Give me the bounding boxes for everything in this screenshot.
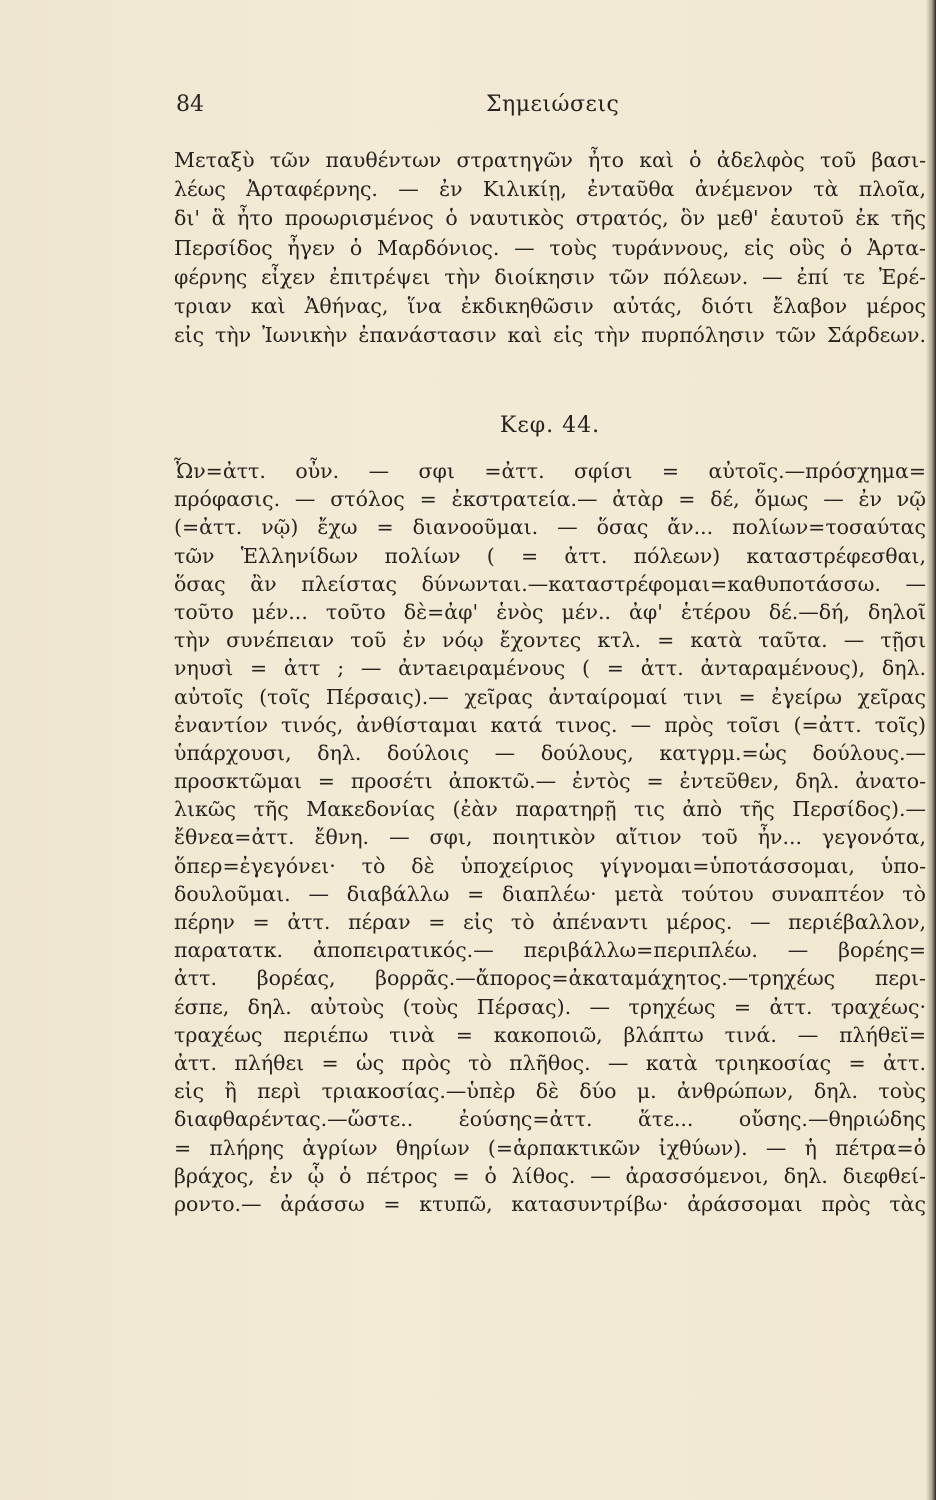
page-number: 84 bbox=[176, 92, 204, 117]
text-line: έσπε, δηλ. αὐτοὺς (τοὺς Πέρσας). — τρηχέως = ἀττ. τραχέως· bbox=[174, 994, 926, 1019]
text-line: ροντο.— ἀράσσω = κτυπῶ, κατασυντρίβω· ἀράσσομαι πρὸς τὰς bbox=[174, 1191, 926, 1216]
text-line: ὑπάρχουσι, δηλ. δούλοις — δούλους, κατγρμ.=ὡς δούλους.— bbox=[174, 740, 926, 765]
text-line: τὴν συνέπειαν τοῦ ἐν νόῳ ἔχοντες κτλ. = κατὰ ταῦτα. — τῇσι bbox=[174, 628, 926, 653]
notes-intro-paragraph bbox=[174, 146, 926, 350]
chapter-heading: Κεφ. 44. bbox=[499, 413, 601, 438]
text-line: λέως Ἀρταφέρνης. — ἐν Κιλικίῃ, ἐνταῦθα ἀνέμενον τὰ πλοῖα, bbox=[174, 177, 926, 202]
text-line: ἀττ. βορέας, βορρᾶς.—ἄπορος=ἀκαταμάχητος.—τρηχέως περι- bbox=[174, 966, 926, 991]
text-line: δουλοῦμαι. — διαβάλλω = διαπλέω· μετὰ τούτου συναπτέον τὸ bbox=[174, 881, 926, 906]
running-head bbox=[176, 92, 928, 124]
text-line: δι' ἃ ἦτο προωρισμένος ὁ ναυτικὸς στρατός, ὃν μεθ' ἑαυτοῦ ἐκ τῆς bbox=[174, 206, 926, 231]
text-line: ἀττ. πλήθει = ὡς πρὸς τὸ πλῆθος. — κατὰ τριηκοσίας = ἀττ. bbox=[174, 1050, 926, 1075]
text-line: εἰς ἢ περὶ τριακοσίας.—ὑπὲρ δὲ δύο μ. ἀνθρώπων, δηλ. τοὺς bbox=[174, 1079, 926, 1104]
text-line: πέρην = ἀττ. πέραν = εἰς τὸ ἀπέναντι μέρος. — περιέβαλλον, bbox=[174, 910, 926, 934]
text-line: πρόφασις. — στόλος = ἐκστρατεία.— ἀτὰρ = δέ, ὅμως — ἐν νῷ bbox=[174, 487, 926, 512]
running-title: Σημειώσεις bbox=[486, 92, 620, 117]
text-line: Ὦν=ἀττ. οὖν. — σφι =ἀττ. σφίσι = αὐτοῖς.—πρόσχημα= bbox=[174, 459, 926, 483]
text-line: ὅσας ἂν πλείστας δύνωνται.—καταστρέφομαι=καθυποτάσσω. — bbox=[174, 571, 926, 596]
text-line: αὐτοῖς (τοῖς Πέρσαις).— χεῖρας ἀνταίρομαί τινι = ἐγείρω χεῖρας bbox=[174, 684, 926, 709]
text-line: προσκτῶμαι = προσέτι ἀποκτῶ.— ἐντὸς = ἐντεῦθεν, δηλ. ἀνατο- bbox=[174, 769, 926, 794]
text-line: διαφθαρέντας.—ὥστε.. ἐούσης=ἀττ. ἅτε... οὔσης.—θηριώδης bbox=[174, 1107, 926, 1132]
text-line: εἰς τὴν Ἰωνικὴν ἐπανάστασιν καὶ εἰς τὴν πυρπόλησιν τῶν Σάρδεων. bbox=[174, 323, 926, 348]
text-line: ἔθνεα=ἀττ. ἔθνη. — σφι, ποιητικὸν αἴτιον τοῦ ἦν... γεγονότα, bbox=[174, 825, 926, 850]
text-line: νηυσὶ = ἀττ ; — ἀντaειραμένους ( = ἀττ. ἀνταραμένους), δηλ. bbox=[174, 656, 926, 681]
text-line: τραχέως περιέπω τινὰ = κακοποιῶ, βλάπτω τινά. — πλήθεϊ= bbox=[174, 1022, 926, 1047]
text-line: = πλήρης ἀγρίων θηρίων (=ἁρπακτικῶν ἰχθύων). — ἡ πέτρα=ὁ bbox=[174, 1135, 926, 1160]
page-edge-shadow bbox=[926, 0, 936, 1500]
text-line: Μεταξὺ τῶν παυθέντων στρατηγῶν ἦτο καὶ ὁ ἀδελφὸς τοῦ βασι- bbox=[174, 148, 926, 172]
text-line: τριαν καὶ Ἀθήνας, ἵνα ἐκδικηθῶσιν αὐτάς, διότι ἔλαβον μέρος bbox=[174, 293, 926, 318]
text-line: Περσίδος ἦγεν ὁ Μαρδόνιος. — τοὺς τυράννους, εἰς οὓς ὁ Ἀρτα- bbox=[174, 235, 926, 260]
text-line: βράχος, ἐν ᾧ ὁ πέτρος = ὁ λίθος. — ἀρασσόμενοι, δηλ. διεφθεί- bbox=[174, 1163, 926, 1188]
text-line: ὅπερ=ἐγεγόνει· τὸ δὲ ὑποχείριος γίγνομαι=ὑποτάσσομαι, ὑπο- bbox=[174, 853, 926, 878]
text-line: τοῦτο μέν... τοῦτο δὲ=ἀφ' ἑνὸς μέν.. ἀφ' ἑτέρου δέ.—δή, δηλοῖ bbox=[174, 599, 926, 624]
text-line: παρατατκ. ἀποπειρατικός.— περιβάλλω=περιπλέω. — βορέης= bbox=[174, 938, 926, 963]
text-line: (=ἀττ. νῷ) ἔχω = διανοοῦμαι. — ὅσας ἄν... πολίων=τοσαύτας bbox=[174, 515, 926, 540]
text-line: τῶν Ἑλληνίδων πολίων ( = ἀττ. πόλεων) καταστρέφεσθαι, bbox=[174, 543, 926, 568]
text-line: ἐναντίον τινός, ἀνθίσταμαι κατά τινος. — πρὸς τοῖσι (=ἀττ. τοῖς) bbox=[174, 712, 926, 737]
chapter-notes-paragraph bbox=[174, 457, 926, 1218]
text-line: λικῶς τῆς Μακεδονίας (ἐὰν παρατηρῇ τις ἀπὸ τῆς Περσίδος).— bbox=[174, 797, 926, 822]
text-line: φέρνης εἶχεν ἐπιτρέψει τὴν διοίκησιν τῶν πόλεων. — ἐπί τε Ἐρέ- bbox=[174, 264, 926, 289]
